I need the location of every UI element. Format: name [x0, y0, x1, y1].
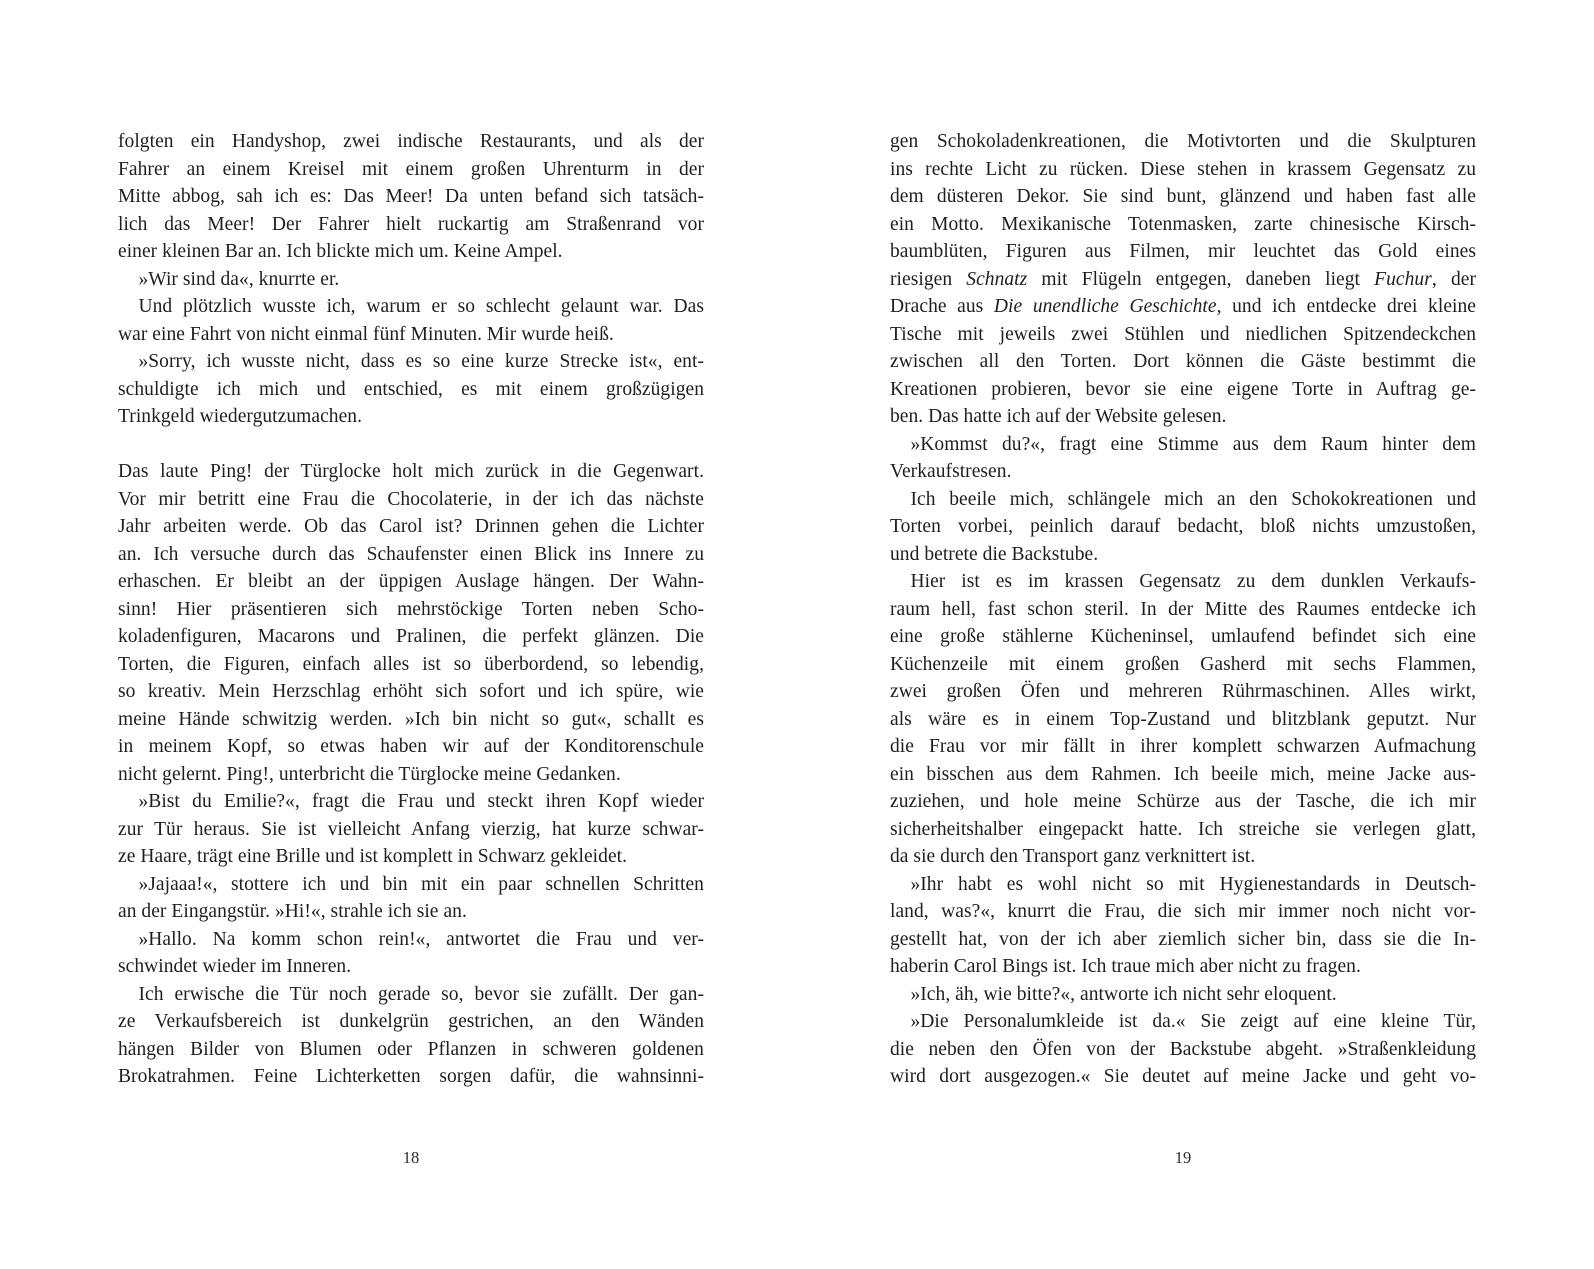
- page-number-left: 18: [402, 1148, 420, 1167]
- paragraph: [118, 128, 704, 266]
- text-line: zwei großen Öfen und mehreren Rührmaschinen. Alles wirkt,: [890, 681, 1476, 702]
- text-line: schuldigte ich mich und entschied, es mit einem großzügigen: [118, 378, 704, 400]
- text-line: »Hallo. Na komm schon rein!«, antwortet die Frau und ver-: [138, 928, 704, 950]
- text-line: dem düsteren Dekor. Sie sind bunt, glänzend und haben fast alle: [890, 186, 1476, 207]
- text-line: meine Hände schwitzig werden. »Ich bin nicht so gut«, schallt es: [118, 708, 704, 730]
- paragraph: [890, 486, 1476, 569]
- text-line: Und plötzlich wusste ich, warum er so schlecht gelaunt war. Das: [138, 296, 704, 317]
- text-line: Ich beeile mich, schlängele mich an den Schokokreationen und: [910, 488, 1476, 510]
- text-line: wird dort ausgezogen.« Sie deutet auf meine Jacke und geht vo-: [890, 1066, 1476, 1087]
- paragraph: [118, 348, 704, 431]
- text-line: »Bist du Emilie?«, fragt die Frau und steckt ihren Kopf wieder: [138, 791, 704, 812]
- text-line: Brokatrahmen. Feine Lichterketten sorgen dafür, die wahnsinni-: [118, 1066, 704, 1087]
- text-line: Vor mir betritt eine Frau die Chocolaterie, in der ich das nächste: [118, 488, 704, 510]
- paragraph: [890, 568, 1476, 871]
- text-line: hängen Bilder von Blumen oder Pflanzen in schweren goldenen: [118, 1038, 704, 1060]
- text-line: ein Motto. Mexikanische Totenmasken, zarte chinesische Kirsch-: [890, 213, 1476, 235]
- text-line: baumblüten, Figuren aus Filmen, mir leuchtet das Gold eines: [890, 241, 1476, 262]
- text-line: in meinem Kopf, so etwas haben wir auf der Konditorenschule: [118, 736, 704, 757]
- text-line: Torten vorbei, peinlich darauf bedacht, bloß nichts umzustoßen,: [890, 516, 1476, 537]
- text-line: ze Haare, trägt eine Brille und ist komplett in Schwarz gekleidet.: [118, 846, 628, 867]
- paragraph: [890, 1008, 1476, 1091]
- text-line: »Sorry, ich wusste nicht, dass es so eine kurze Strecke ist«, ent-: [138, 351, 704, 372]
- text-line: einer kleinen Bar an. Ich blickte mich um. Keine Ampel.: [118, 241, 563, 262]
- text-line: Drache aus Die unendliche Geschichte, und ich entdecke drei kleine: [890, 296, 1476, 317]
- text-line: »Ich, äh, wie bitte?«, antworte ich nicht sehr eloquent.: [910, 983, 1337, 1005]
- text-line: gen Schokoladenkreationen, die Motivtorten und die Skulpturen: [890, 131, 1476, 152]
- paragraph: [118, 788, 704, 871]
- text-line: ein bisschen aus dem Rahmen. Ich beeile mich, meine Jacke aus-: [890, 763, 1476, 785]
- text-line: Küchenzeile mit einem großen Gasherd mit sechs Flammen,: [890, 653, 1476, 675]
- paragraph: [118, 981, 704, 1091]
- text-line: folgten ein Handyshop, zwei indische Restaurants, und als der: [118, 131, 704, 152]
- paragraph: [118, 293, 704, 348]
- text-line: Verkaufstresen.: [890, 461, 1012, 482]
- text-line: lich das Meer! Der Fahrer hielt ruckartig am Straßenrand vor: [118, 213, 704, 235]
- text-line: zur Tür heraus. Sie ist vielleicht Anfang vierzig, hat kurze schwar-: [118, 818, 704, 840]
- text-line: an der Eingangstür. »Hi!«, strahle ich sie an.: [118, 901, 467, 922]
- paragraph: [118, 458, 704, 788]
- page-number-right: 19: [1174, 1148, 1192, 1167]
- text-line: ben. Das hatte ich auf der Website gelesen.: [890, 406, 1227, 427]
- text-line: ins rechte Licht zu rücken. Diese stehen in krassem Gegensatz zu: [890, 158, 1476, 180]
- text-line: ze Verkaufsbereich ist dunkelgrün gestrichen, an den Wänden: [118, 1011, 704, 1032]
- text-line: Jahr arbeiten werde. Ob das Carol ist? Drinnen gehen die Lichter: [118, 516, 704, 537]
- paragraph: [890, 431, 1476, 486]
- text-line: »Die Personalumkleide ist da.« Sie zeigt auf eine kleine Tür,: [910, 1011, 1476, 1032]
- text-line: koladenfiguren, Macarons und Pralinen, die perfekt glänzen. Die: [118, 626, 704, 647]
- paragraph: [890, 871, 1476, 981]
- text-line: Fahrer an einem Kreisel mit einem großen Uhrenturm in der: [118, 158, 704, 180]
- text-line: als wäre es in einem Top-Zustand und blitzblank geputzt. Nur: [890, 708, 1476, 730]
- text-line: Tische mit jeweils zwei Stühlen und niedlichen Spitzendeckchen: [890, 323, 1476, 345]
- text-line: »Jajaaa!«, stottere ich und bin mit ein paar schnellen Schritten: [138, 873, 704, 895]
- text-line: die neben den Öfen von der Backstube abgeht. »Straßenkleidung: [890, 1038, 1476, 1060]
- text-line: zuziehen, und hole meine Schürze aus der Tasche, die ich mir: [890, 791, 1476, 812]
- text-line: eine große stählerne Kücheninsel, umlaufend befindet sich eine: [890, 626, 1476, 647]
- text-line: die Frau vor mir fällt in ihrer komplett schwarzen Aufmachung: [890, 736, 1476, 757]
- text-line: »Wir sind da«, knurrte er.: [138, 268, 340, 290]
- page-left-text: [118, 128, 704, 1091]
- paragraph: [118, 926, 704, 981]
- text-line: Ich erwische die Tür noch gerade so, bevor sie zufällt. Der gan-: [138, 983, 704, 1005]
- text-line: da sie durch den Transport ganz verknittert ist.: [890, 846, 1256, 867]
- text-line: riesigen Schnatz mit Flügeln entgegen, daneben liegt Fuchur, der: [890, 268, 1476, 290]
- text-line: Hier ist es im krassen Gegensatz zu dem dunklen Verkaufs-: [910, 571, 1476, 592]
- text-line: nicht gelernt. Ping!, unterbricht die Türglocke meine Gedanken.: [118, 763, 621, 785]
- text-line: haberin Carol Bings ist. Ich traue mich aber nicht zu fragen.: [890, 956, 1361, 977]
- paragraph: [890, 981, 1476, 1009]
- text-line: land, was?«, knurrt die Frau, die sich mir immer noch nicht vor-: [890, 901, 1476, 922]
- text-line: gestellt hat, von der ich aber ziemlich sicher bin, dass sie die In-: [890, 928, 1476, 950]
- page-right-text: [890, 128, 1476, 1091]
- text-line: »Ihr habt es wohl nicht so mit Hygienestandards in Deutsch-: [910, 873, 1476, 895]
- paragraph: [118, 871, 704, 926]
- paragraph: [890, 128, 1476, 431]
- text-line: »Kommst du?«, fragt eine Stimme aus dem Raum hinter dem: [910, 433, 1476, 455]
- text-line: Torten, die Figuren, einfach alles ist so überbordend, so lebendig,: [118, 653, 704, 675]
- text-line: Trinkgeld wiedergutzumachen.: [118, 406, 363, 427]
- text-line: Kreationen probieren, bevor sie eine eigene Torte in Auftrag ge-: [890, 378, 1476, 400]
- text-line: zwischen all den Torten. Dort können die Gäste bestimmt die: [890, 351, 1476, 372]
- text-line: raum hell, fast schon steril. In der Mitte des Raumes entdecke ich: [890, 598, 1476, 620]
- text-line: Das laute Ping! der Türglocke holt mich zurück in die Gegenwart.: [118, 461, 704, 482]
- paragraph: [118, 266, 704, 294]
- text-line: Mitte abbog, sah ich es: Das Meer! Da unten befand sich tatsäch-: [118, 186, 704, 207]
- text-line: erhaschen. Er bleibt an der üppigen Auslage hängen. Der Wahn-: [118, 571, 704, 592]
- text-line: und betrete die Backstube.: [890, 543, 1099, 565]
- text-line: an. Ich versuche durch das Schaufenster einen Blick ins Innere zu: [118, 543, 704, 565]
- text-line: so kreativ. Mein Herzschlag erhöht sich sofort und ich spüre, wie: [118, 681, 704, 702]
- text-line: sicherheitshalber eingepackt hatte. Ich streiche sie verlegen glatt,: [890, 818, 1476, 840]
- text-line: schwindet wieder im Inneren.: [118, 956, 352, 977]
- text-line: sinn! Hier präsentieren sich mehrstöckige Torten neben Scho-: [118, 598, 704, 620]
- text-line: war eine Fahrt von nicht einmal fünf Minuten. Mir wurde heiß.: [118, 323, 614, 345]
